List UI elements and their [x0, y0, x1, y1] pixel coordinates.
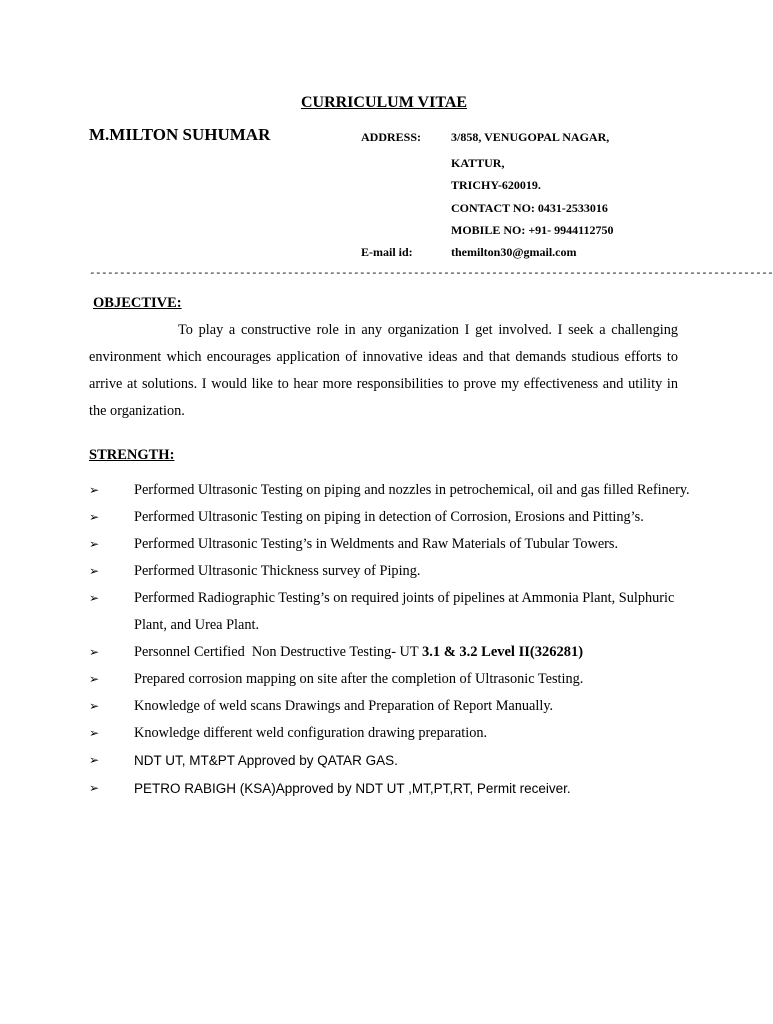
arrow-bullet-icon: ➢: [89, 645, 100, 659]
address-line-3: TRICHY-620019.: [451, 178, 541, 192]
address-line-2: KATTUR,: [451, 156, 505, 170]
arrow-bullet-icon: ➢: [89, 699, 100, 713]
arrow-bullet-icon: ➢: [89, 537, 100, 551]
list-item-certification: ➢ Personnel Certified Non Destructive Testing- UT 3.1 & 3.2 Level II(326281): [89, 639, 709, 666]
document-title: CURRICULUM VITAE: [300, 94, 468, 111]
list-item: ➢ Performed Ultrasonic Testing on piping in detection of Corrosion, Erosions and Pitting’s.: [89, 504, 709, 531]
strength-list: [89, 477, 709, 803]
objective-text: To play a constructive role in any organization I get involved. I seek a challenging environment which encourages application of innovative ideas and that demands studious efforts to arrive at solutions. I would like to hear more responsibilities to prove my effectiveness and utility in the organization.: [89, 322, 678, 419]
candidate-name: M.MILTON SUHUMAR: [89, 125, 271, 144]
list-item: ➢ PETRO RABIGH (KSA)Approved by NDT UT ,MT,PT,RT, Permit receiver.: [89, 775, 709, 803]
arrow-bullet-icon: ➢: [89, 564, 100, 578]
list-item: ➢ Knowledge of weld scans Drawings and Preparation of Report Manually.: [89, 693, 709, 720]
arrow-bullet-icon: ➢: [89, 510, 100, 524]
list-item: ➢ NDT UT, MT&PT Approved by QATAR GAS.: [89, 747, 709, 775]
arrow-bullet-icon: ➢: [89, 753, 100, 767]
email-label: E-mail id:: [361, 245, 413, 259]
arrow-bullet-icon: ➢: [89, 781, 100, 795]
email-value: themilton30@gmail.com: [451, 245, 577, 259]
arrow-bullet-icon: ➢: [89, 672, 100, 686]
separator-line: ------------------------------------------------------------------------------------------------------------------: [89, 268, 773, 280]
mobile-number: MOBILE NO: +91- 9944112750: [451, 223, 614, 237]
arrow-bullet-icon: ➢: [89, 483, 100, 497]
address-line-1: 3/858, VENUGOPAL NAGAR,: [451, 130, 610, 144]
strength-heading: STRENGTH:: [89, 447, 175, 463]
list-item: ➢ Prepared corrosion mapping on site after the completion of Ultrasonic Testing.: [89, 666, 709, 693]
list-item: ➢ Performed Radiographic Testing’s on required joints of pipelines at Ammonia Plant, Sulphuric Plant, and Urea Plant.: [89, 585, 709, 639]
arrow-bullet-icon: ➢: [89, 726, 100, 740]
address-label: ADDRESS:: [361, 130, 422, 144]
contact-number: CONTACT NO: 0431-2533016: [451, 201, 608, 215]
list-item: ➢ Knowledge different weld configuration drawing preparation.: [89, 720, 709, 747]
list-item: ➢ Performed Ultrasonic Thickness survey of Piping.: [89, 558, 709, 585]
list-item: ➢ Performed Ultrasonic Testing on piping and nozzles in petrochemical, oil and gas filled Refinery.: [89, 477, 709, 504]
objective-heading: OBJECTIVE:: [93, 295, 182, 311]
list-item: ➢ Performed Ultrasonic Testing’s in Weldments and Raw Materials of Tubular Towers.: [89, 531, 709, 558]
arrow-bullet-icon: ➢: [89, 591, 100, 605]
certification-level: 3.1 & 3.2 Level II(326281): [421, 644, 584, 660]
